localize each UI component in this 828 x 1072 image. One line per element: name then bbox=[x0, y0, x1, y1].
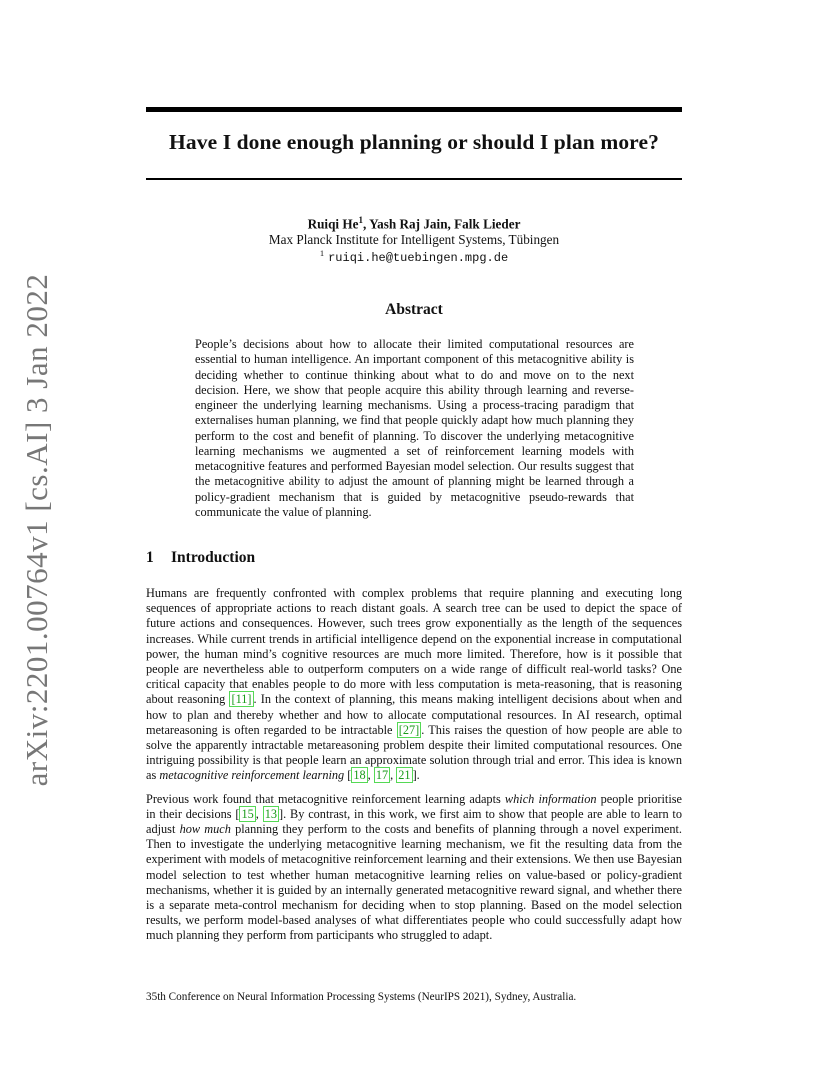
text-run: . This raises the question of how people are able to solve the apparently intractable metareasoning problem despite their limited computational resources. One intriguing possibility is that people learn an approximate solution through trial and error. This idea is known as bbox=[146, 722, 683, 783]
citation-link[interactable]: 21 bbox=[398, 768, 411, 783]
introduction-body bbox=[146, 586, 682, 952]
title-top-rule bbox=[146, 107, 682, 112]
abstract-text: People’s decisions about how to allocate their limited computational resources are essential to human intelligence. An important component of this metacognitive ability is deciding whether to continue thinking about what to do and move on to the next decision. Here, we show that people acquire this ability through learning and reverse-engineer the underlying learning mechanisms. Using a process-tracing paradigm that externalises human planning, we find that people quickly adapt how much planning they perform to the cost and benefit of planning. To discover the underlying metacognitive learning mechanisms we augmented a set of reinforcement learning models with metacognitive features and performed Bayesian model selection. Our results suggest that the metacognitive ability to adjust the amount of planning might be learned through a policy-gradient mechanism that is guided by metacognitive pseudo-rewards that communicate the value of planning. bbox=[195, 337, 634, 519]
author-sup: 1 bbox=[358, 215, 364, 225]
text-run: , bbox=[390, 768, 397, 783]
citation-link[interactable]: 15 bbox=[241, 806, 254, 821]
section-heading bbox=[146, 549, 255, 567]
section-title: Introduction bbox=[171, 549, 256, 566]
text-run: ]. bbox=[412, 768, 420, 783]
emphasis-text: metacognitive reinforcement learning bbox=[159, 768, 345, 783]
emphasis-text: which information bbox=[504, 791, 597, 806]
emphasis-text: how much bbox=[179, 822, 231, 837]
paper-title: Have I done enough planning or should I plan more? bbox=[169, 130, 659, 154]
citation-link[interactable]: [11] bbox=[231, 692, 252, 707]
title-bottom-rule bbox=[146, 178, 682, 180]
text-run: people prioritise in their decisions [ bbox=[146, 791, 682, 821]
author-first: Ruiqi He bbox=[307, 216, 359, 232]
intro-paragraph-2 bbox=[146, 792, 682, 944]
text-run: Previous work found that metacognitive reinforcement learning adapts bbox=[146, 791, 505, 806]
email-line bbox=[146, 248, 682, 265]
conference-footnote: 35th Conference on Neural Information Processing Systems (NeurIPS 2021), Sydney, Australia. bbox=[146, 991, 577, 1003]
arxiv-stamp: arXiv:2201.00764v1 [cs.AI] 3 Jan 2022 bbox=[19, 273, 54, 787]
citation-link[interactable]: 18 bbox=[353, 768, 366, 783]
affiliation: Max Planck Institute for Intelligent Systems, Tübingen bbox=[268, 232, 560, 247]
text-run: , bbox=[367, 768, 374, 783]
author-line bbox=[146, 215, 682, 232]
text-run: ]. By contrast, in this work, we first aim to show that people are able to learn to adjust bbox=[146, 806, 682, 837]
text-run: planning they perform to the costs and benefits of planning through a novel experiment. Then to investigate the underlying metacognitive learning mechanism, we fit the resulting data from the experiment with models of metacognitive reinforcement learning and their extensions. We then use Bayesian model selection to test whether human metacognitive learning relies on value-based or policy-gradient mechanisms, whether it is guided by an internally generated metacognitive reward signal, and whether there is a separate meta-control mechanism for deciding when to stop planning. Based on the model selection results, we perform model-based analyses of what differentiates people who could successfully adapt how much planning they perform from participants who struggled to adapt. bbox=[146, 822, 683, 943]
email-sup: 1 bbox=[319, 248, 325, 258]
text-run: . In the context of planning, this means making intelligent decisions about when and how to plan and thereby whether and how to allocate computational resources. In AI research, optimal metareasoning is often regarded to be intractable bbox=[146, 692, 682, 737]
citation-link[interactable]: 13 bbox=[264, 806, 277, 821]
citation-link[interactable]: [27] bbox=[398, 722, 420, 737]
text-run: [ bbox=[344, 768, 352, 783]
intro-paragraph-1 bbox=[146, 586, 682, 784]
text-run: Humans are frequently confronted with complex problems that require planning and executing long sequences of appropriate actions to reach distant goals. A search tree can be used to depict the space of future actions and consequences. However, such trees grow exponentially as the length of the sequences increases. While current trends in artificial intelligence depend on the exponential increase in computational power, the human mind’s cognitive resources are much more limited. Therefore, how is it possible that people are nevertheless able to outperform computers on a wide range of difficult real-world tasks? One critical capacity that enables people to do more with less computation is meta-reasoning, that is reasoning about reasoning bbox=[146, 586, 682, 707]
email-address: ruiqi.he@tuebingen.mpg.de bbox=[328, 251, 509, 266]
author-rest: , Yash Raj Jain, Falk Lieder bbox=[363, 216, 521, 232]
citation-link[interactable]: 17 bbox=[375, 768, 389, 783]
text-run: , bbox=[255, 806, 263, 821]
abstract-heading: Abstract bbox=[385, 301, 443, 318]
section-number: 1 bbox=[146, 549, 154, 566]
